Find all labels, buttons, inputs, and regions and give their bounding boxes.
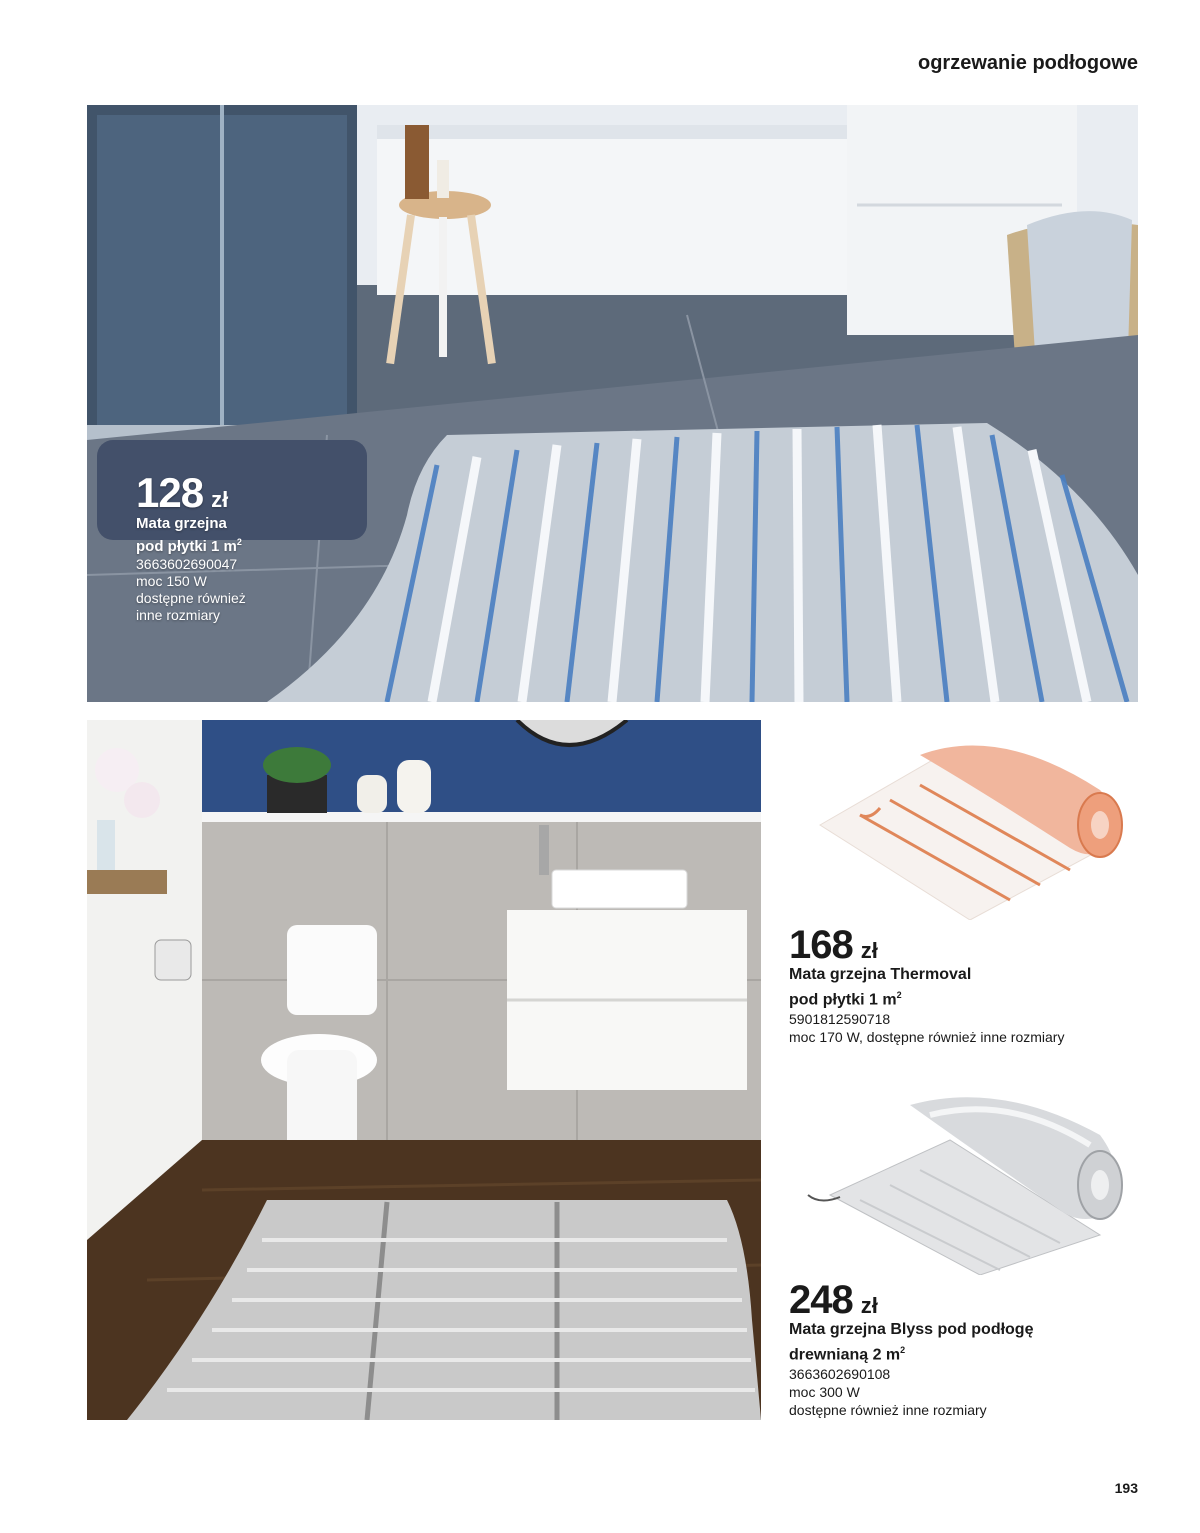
- product-meta-1: moc 150 W: [136, 573, 207, 589]
- product-meta-2: dostępne również: [136, 590, 246, 606]
- price-tag: [789, 925, 1064, 965]
- product-image-thermoval-mat: [800, 730, 1130, 920]
- product-meta-1: moc 300 W: [789, 1384, 860, 1401]
- product-meta-2: dostępne również inne rozmiary: [789, 1402, 987, 1419]
- product-name-line1: Mata grzejna Thermoval: [789, 966, 972, 983]
- offer-thermoval-168: [789, 925, 1064, 1046]
- product-code: 3663602690108: [789, 1366, 891, 1383]
- price-currency: zł: [211, 487, 229, 512]
- product-image-blyss-mat: [800, 1085, 1130, 1275]
- product-meta-3: inne rozmiary: [136, 607, 221, 623]
- price-value: 168: [789, 923, 853, 967]
- product-meta-1: moc 170 W, dostępne również inne rozmiary: [789, 1029, 1065, 1046]
- offer-mata-grzejna-128: [136, 469, 246, 624]
- product-name-line1: Mata grzejna: [136, 515, 227, 532]
- price-value: 248: [789, 1278, 853, 1322]
- offer-blyss-248: [789, 1280, 1033, 1419]
- page-number: 193: [1114, 1480, 1138, 1496]
- price-currency: zł: [860, 938, 878, 963]
- price-currency: zł: [860, 1293, 878, 1318]
- product-name-line1: Mata grzejna Blyss pod podłogę: [789, 1321, 1034, 1338]
- product-name-line2: pod płytki 1 $m^2$: [136, 537, 242, 555]
- price-value: 128: [136, 469, 204, 516]
- product-name-line2: drewnianą 2 $m^2$: [789, 1345, 906, 1364]
- section-title: ogrzewanie podłogowe: [917, 52, 1138, 74]
- price-tag: [136, 469, 246, 516]
- product-code: 5901812590718: [789, 1011, 891, 1028]
- bathroom-photo-wood: [87, 720, 761, 1420]
- product-code: 3663602690047: [136, 556, 238, 572]
- product-name-line2: pod płytki 1 $m^2$: [789, 990, 902, 1009]
- price-tag: [789, 1280, 1033, 1320]
